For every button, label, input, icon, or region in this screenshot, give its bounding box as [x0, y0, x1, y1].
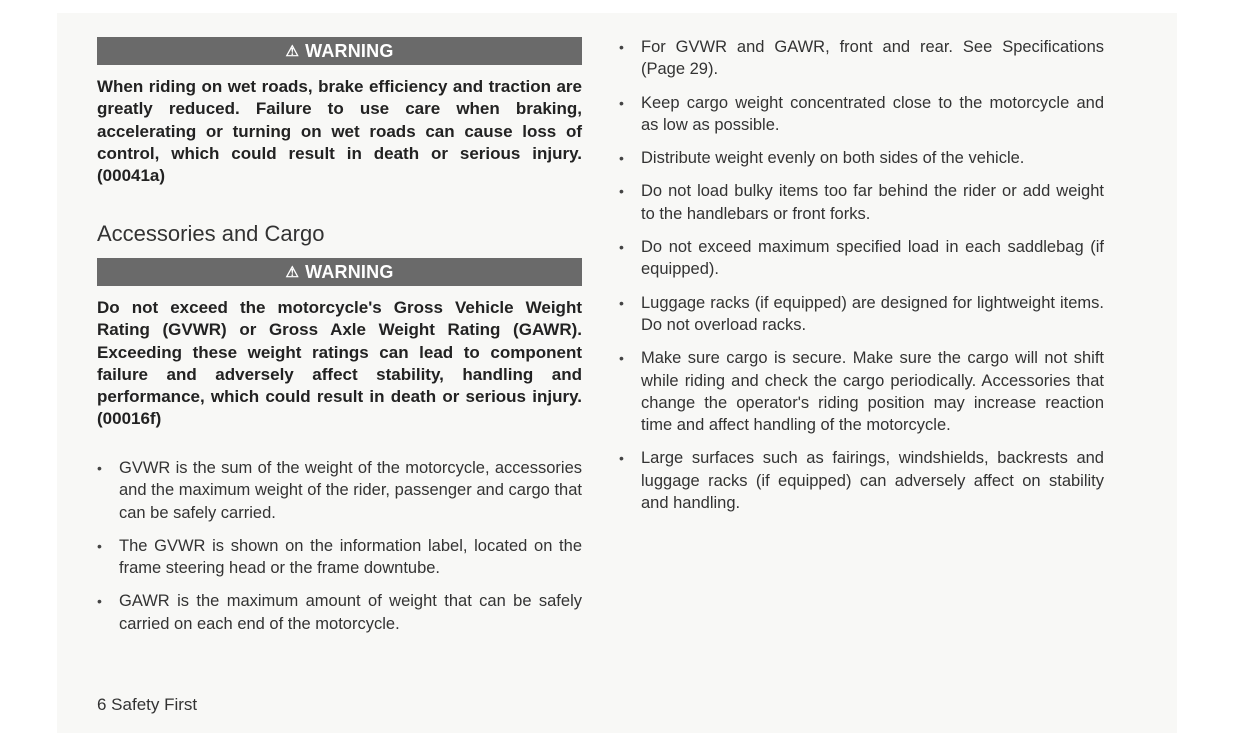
list-item-text: GAWR is the maximum amount of weight that can be safely carried on each end of the motorcycle.	[119, 592, 582, 633]
list-item-text: Do not load bulky items too far behind the rider or add weight to the handlebars or front forks.	[641, 182, 1104, 223]
list-item-text: The GVWR is shown on the information label, located on the frame steering head or the frame downtube.	[119, 536, 582, 578]
bullet-icon: •	[619, 239, 624, 256]
warning-banner-label: WARNING	[305, 261, 394, 282]
bullet-icon: •	[619, 150, 624, 167]
warning-text: When riding on wet roads, brake efficiency and traction are greatly reduced. Failure to use care when braking, accelerating or turning on wet roads can cause loss of control, which could result in death or serious injury. (00041a)	[97, 77, 582, 186]
list-item-text: Distribute weight evenly on both sides of the vehicle.	[641, 149, 1025, 168]
bullet-icon: •	[97, 537, 102, 554]
list-item	[619, 36, 1104, 81]
warning-banner-label: WARNING	[305, 40, 394, 61]
list-item-text: Keep cargo weight concentrated close to the motorcycle and as low as possible.	[641, 93, 1104, 134]
list-item	[97, 590, 582, 635]
bullet-icon: •	[619, 183, 624, 200]
warning-triangle-icon: ⚠	[285, 264, 300, 281]
warning-banner	[97, 37, 582, 65]
bullet-icon: •	[619, 350, 624, 367]
bullet-icon: •	[97, 460, 102, 476]
list-item	[619, 236, 1104, 281]
list-item	[619, 180, 1104, 225]
page-footer: 6 Safety First	[97, 695, 198, 714]
list-item	[619, 447, 1104, 514]
bullet-icon: •	[619, 39, 624, 55]
warning-text: Do not exceed the motorcycle's Gross Vehicle Weight Rating (GVWR) or Gross Axle Weight Rating (GAWR). Exceeding these weight ratings can lead to component failure and adversely affect stability, handling and performance, which could result in death or serious injury. (00016f)	[97, 298, 582, 429]
list-item-text: For GVWR and GAWR, front and rear. See Specifications (Page 29).	[641, 38, 1104, 79]
list-item	[619, 347, 1104, 436]
list-item-text: Do not exceed maximum specified load in each saddlebag (if equipped).	[641, 238, 1104, 279]
list-item	[97, 457, 582, 524]
manual-page	[57, 13, 1177, 733]
bullet-icon: •	[619, 294, 624, 311]
bullet-list	[619, 36, 1104, 514]
list-item	[619, 292, 1104, 337]
list-item	[619, 92, 1104, 137]
list-item-text: Large surfaces such as fairings, windshields, backrests and luggage racks (if equipped) can adversely affect on stability and handling.	[641, 449, 1104, 513]
list-item-text: GVWR is the sum of the weight of the motorcycle, accessories and the maximum weight of the rider, passenger and cargo that can be safely carried.	[119, 459, 582, 522]
list-item-text: Make sure cargo is secure. Make sure the cargo will not shift while riding and check the cargo periodically. Accessories that change the operator's riding position may increase reaction time and affect handling of the motorcycle.	[641, 349, 1104, 435]
warning-banner	[97, 258, 582, 286]
warning-triangle-icon: ⚠	[285, 43, 300, 60]
list-item-text: Luggage racks (if equipped) are designed for lightweight items. Do not overload racks.	[641, 293, 1104, 334]
section-heading: Accessories and Cargo	[97, 221, 325, 246]
bullet-list	[97, 457, 582, 635]
bullet-icon: •	[619, 450, 624, 467]
list-item	[619, 147, 1104, 169]
list-item	[97, 535, 582, 580]
bullet-icon: •	[97, 593, 102, 610]
bullet-icon: •	[619, 94, 624, 111]
